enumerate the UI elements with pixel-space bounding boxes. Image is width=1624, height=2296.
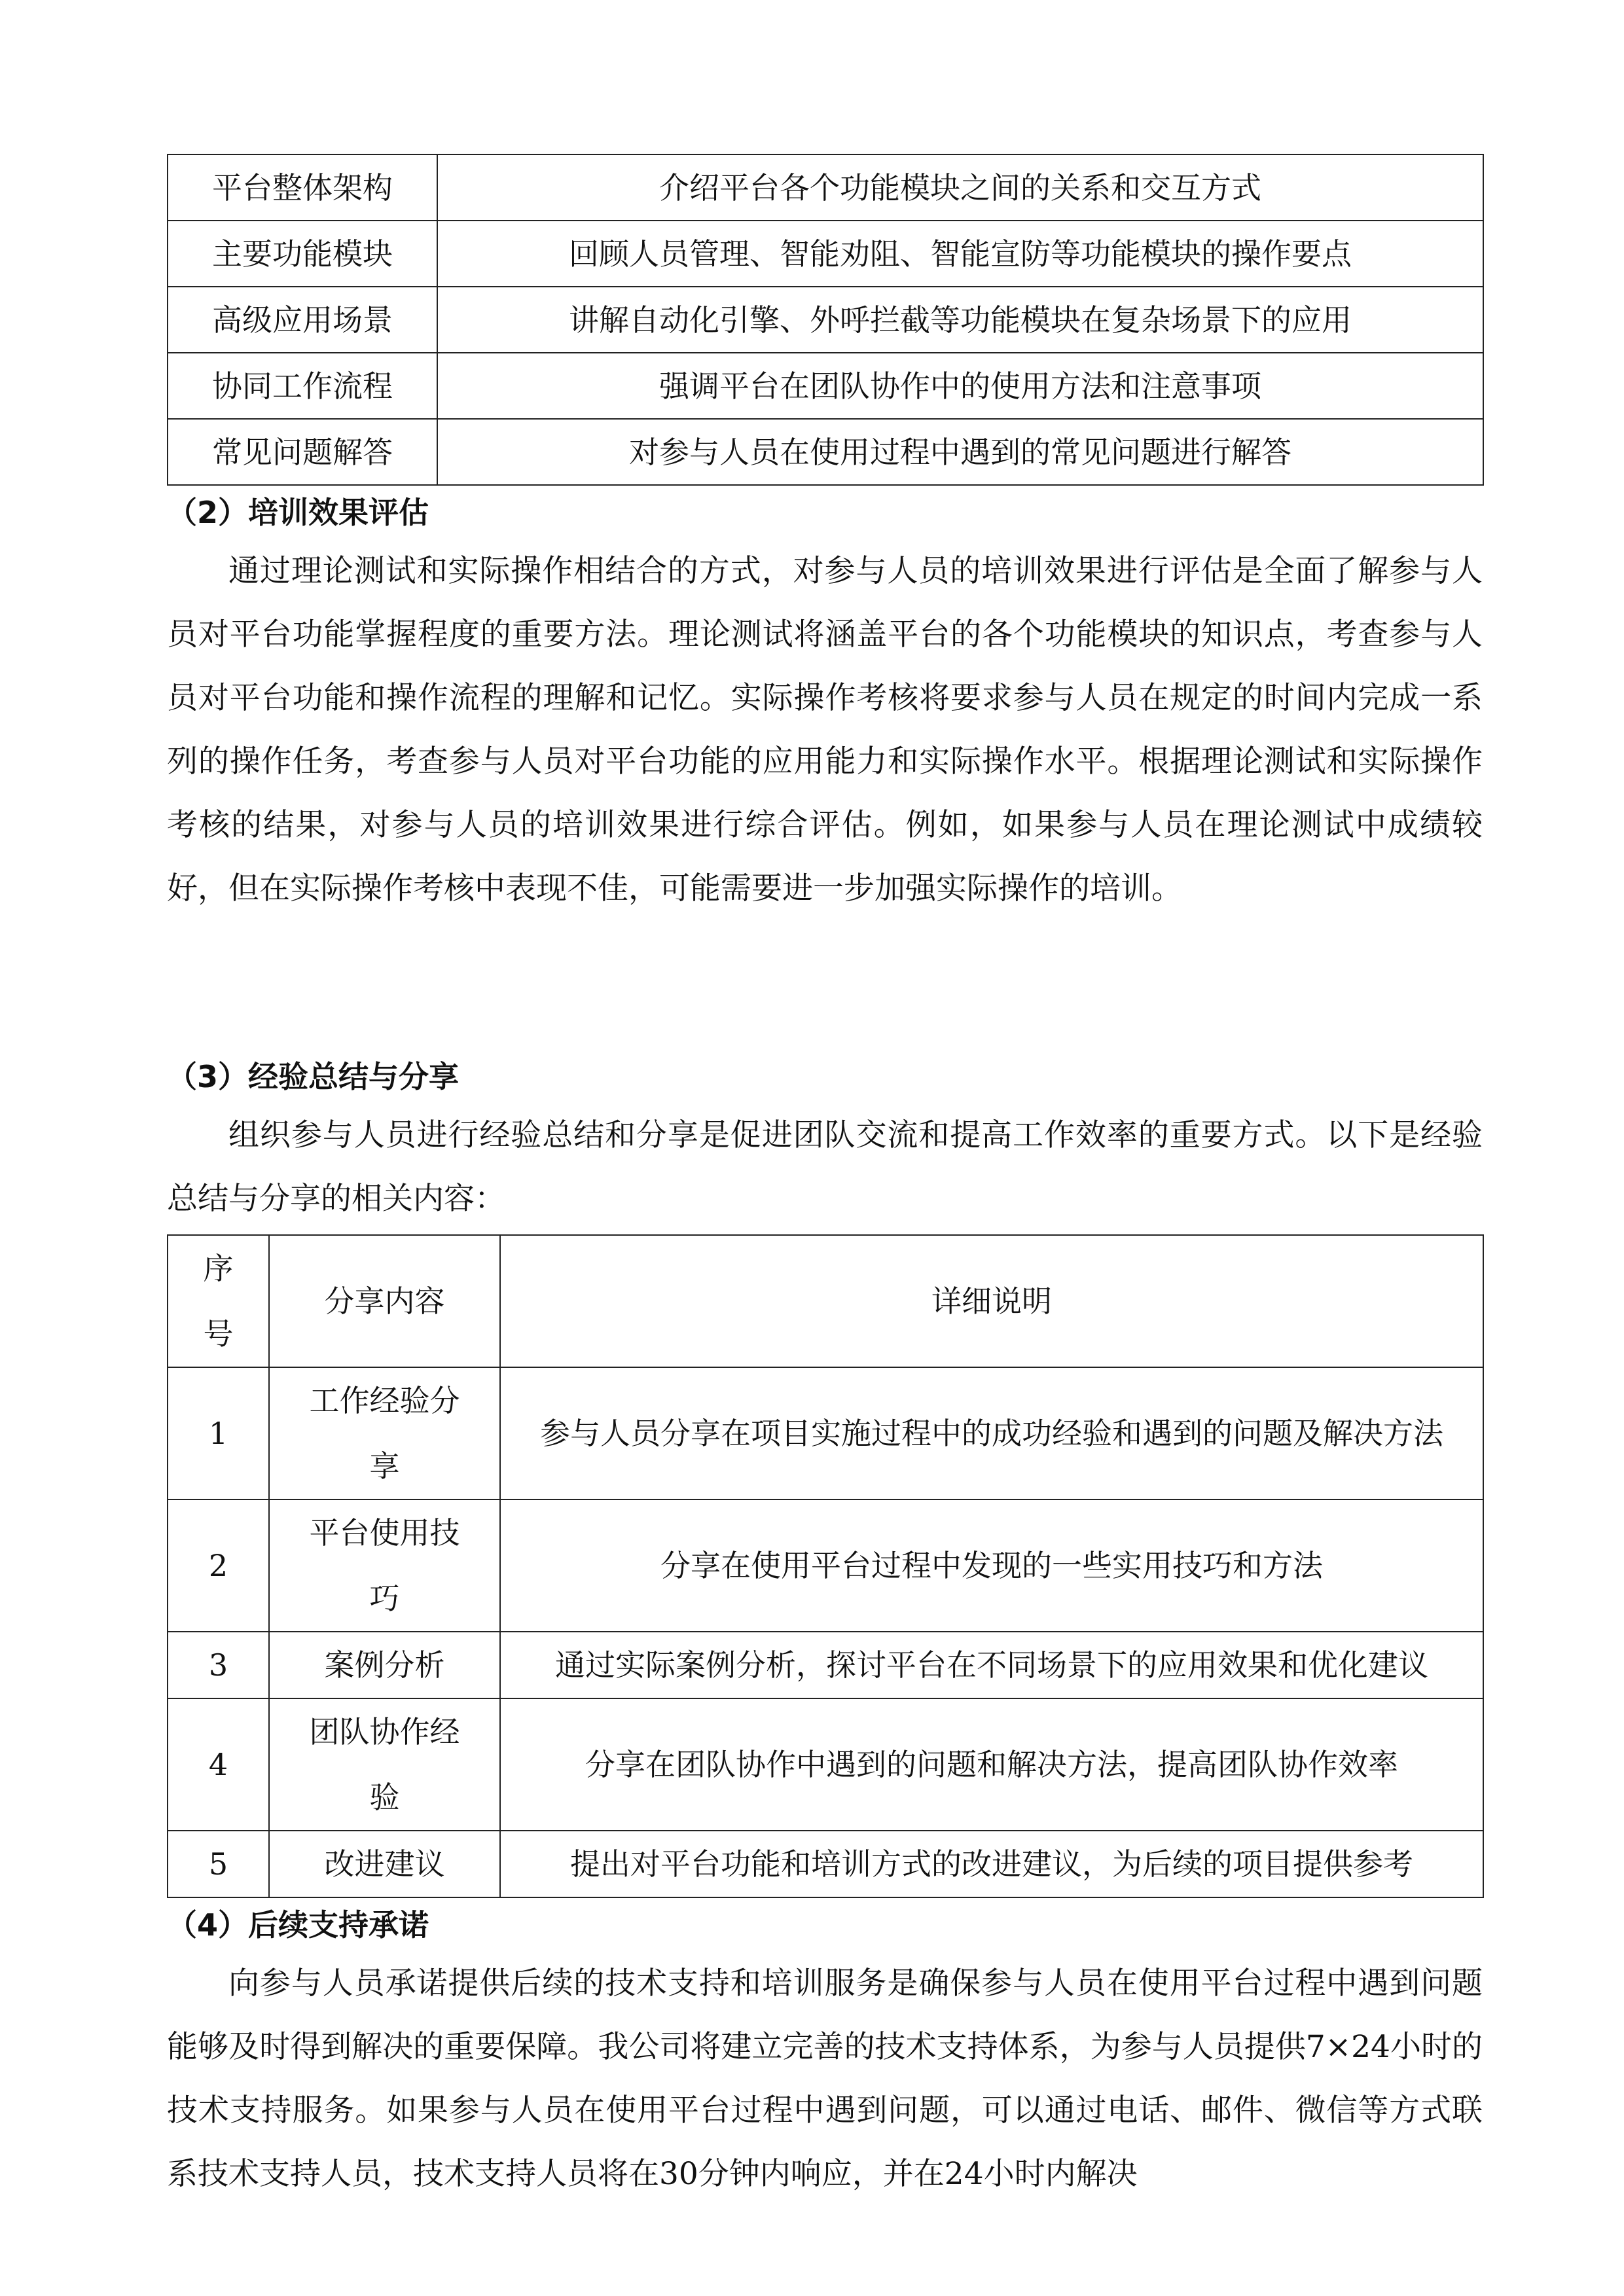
table-row — [168, 287, 1483, 353]
table-row — [168, 1632, 1483, 1698]
evaluation-paragraph: 通过理论测试和实际操作相结合的方式，对参与人员的培训效果进行评估是全面了解参与人员对平台功能掌握程度的重要方法。理论测试将涵盖平台的各个功能模块的知识点，考查参与人员对平台功能和操作流程的理解和记忆。实际操作考核将要求参与人员在规定的时间内完成一系列的操作任务，考查参与人员对平台功能的应用能力和实际操作水平。根据理论测试和实际操作考核的结果，对参与人员的培训效果进行综合评估。例如，如果参与人员在理论测试中成绩较好，但在实际操作考核中表现不佳，可能需要进一步加强实际操作的培训。 — [167, 553, 1483, 906]
table-cell-topic: 高级应用场景 — [168, 287, 437, 353]
table-cell-desc: 强调平台在团队协作中的使用方法和注意事项 — [437, 353, 1483, 419]
table-cell-no: 2 — [168, 1499, 269, 1632]
table-cell-desc: 回顾人员管理、智能劝阻、智能宣防等功能模块的操作要点 — [437, 221, 1483, 287]
table-row — [168, 1698, 1483, 1831]
table-cell-content: 案例分析 — [269, 1632, 500, 1698]
table-cell-topic: 主要功能模块 — [168, 221, 437, 287]
table-row — [168, 353, 1483, 419]
table-cell-content: 改进建议 — [269, 1831, 500, 1897]
table-cell-no: 5 — [168, 1831, 269, 1897]
table-row — [168, 1831, 1483, 1897]
table-cell-detail: 提出对平台功能和培训方式的改进建议，为后续的项目提供参考 — [500, 1831, 1483, 1897]
section-heading-evaluation: （2）培训效果评估 — [167, 495, 429, 530]
table-row — [168, 1367, 1483, 1499]
table-cell-content: 平台使用技巧 — [269, 1499, 500, 1632]
table-cell-no: 4 — [168, 1698, 269, 1831]
table-row — [168, 154, 1483, 221]
section-heading-support: （4）后续支持承诺 — [167, 1907, 429, 1943]
table-row — [168, 1499, 1483, 1632]
table-cell-desc: 讲解自动化引擎、外呼拦截等功能模块在复杂场景下的应用 — [437, 287, 1483, 353]
table-cell-desc: 介绍平台各个功能模块之间的关系和交互方式 — [437, 154, 1483, 221]
support-paragraph: 向参与人员承诺提供后续的技术支持和培训服务是确保参与人员在使用平台过程中遇到问题能够及时得到解决的重要保障。我公司将建立完善的技术支持体系，为参与人员提供7×24小时的技术支持服务。如果参与人员在使用平台过程中遇到问题，可以通过电话、邮件、微信等方式联系技术支持人员，技术支持人员将在30分钟内响应，并在24小时内解决 — [167, 1965, 1483, 2192]
table-cell-topic: 协同工作流程 — [168, 353, 437, 419]
table-cell-no: 1 — [168, 1367, 269, 1499]
table-row — [168, 221, 1483, 287]
training-content-table — [167, 154, 1484, 486]
table-cell-desc: 对参与人员在使用过程中遇到的常见问题进行解答 — [437, 419, 1483, 485]
table-cell-detail: 通过实际案例分析，探讨平台在不同场景下的应用效果和优化建议 — [500, 1632, 1483, 1698]
header-cell-detail: 详细说明 — [500, 1235, 1483, 1367]
header-no-label: 序号 — [203, 1251, 234, 1352]
sharing-table — [167, 1234, 1484, 1898]
table-row — [168, 419, 1483, 485]
table-cell-topic: 平台整体架构 — [168, 154, 437, 221]
table-cell-content: 团队协作经验 — [269, 1698, 500, 1831]
table-cell-detail: 分享在使用平台过程中发现的一些实用技巧和方法 — [500, 1499, 1483, 1632]
table-header-row — [168, 1235, 1483, 1367]
section-heading-sharing: （3）经验总结与分享 — [167, 1059, 460, 1094]
document-page — [167, 154, 1483, 2206]
table-cell-content: 工作经验分享 — [269, 1367, 500, 1499]
table-cell-detail: 分享在团队协作中遇到的问题和解决方法，提高团队协作效率 — [500, 1698, 1483, 1831]
header-cell-no — [168, 1235, 269, 1367]
sharing-paragraph: 组织参与人员进行经验总结和分享是促进团队交流和提高工作效率的重要方式。以下是经验总结与分享的相关内容： — [167, 1117, 1483, 1217]
table-cell-no: 3 — [168, 1632, 269, 1698]
header-cell-content: 分享内容 — [269, 1235, 500, 1367]
table-cell-detail: 参与人员分享在项目实施过程中的成功经验和遇到的问题及解决方法 — [500, 1367, 1483, 1499]
table-cell-topic: 常见问题解答 — [168, 419, 437, 485]
